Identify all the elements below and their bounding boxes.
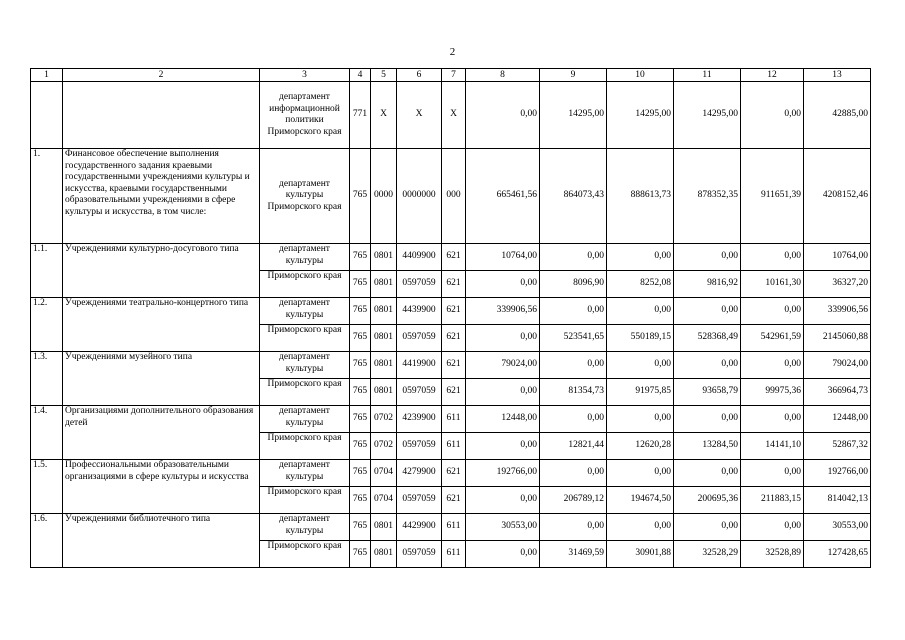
- value-cell: 12620,28: [607, 433, 674, 460]
- header-cell: 6: [397, 69, 442, 82]
- value-cell: 0,00: [741, 514, 804, 541]
- code-cell: Х: [371, 82, 397, 149]
- value-cell: 0,00: [674, 460, 741, 487]
- code-cell: Х: [442, 82, 466, 149]
- code-cell: 0597059: [397, 541, 442, 568]
- value-cell: 0,00: [674, 244, 741, 271]
- value-cell: 194674,50: [607, 487, 674, 514]
- code-cell: 0597059: [397, 325, 442, 352]
- value-cell: 0,00: [607, 460, 674, 487]
- code-cell: 4439900: [397, 298, 442, 325]
- value-cell: 665461,56: [466, 149, 540, 244]
- item-number-cell: [31, 82, 63, 149]
- responsible-cell: департамент культуры: [260, 298, 350, 325]
- value-cell: 0,00: [607, 406, 674, 433]
- value-cell: 12448,00: [466, 406, 540, 433]
- table-row: [31, 460, 871, 487]
- responsible-cell: Приморского края: [260, 271, 350, 298]
- code-cell: 765: [350, 379, 371, 406]
- value-cell: 911651,39: [741, 149, 804, 244]
- responsible-cell: департамент информационной политики Приморского края: [260, 82, 350, 149]
- item-name-cell: Учреждениями музейного типа: [63, 352, 260, 406]
- code-cell: 0702: [371, 433, 397, 460]
- code-cell: 765: [350, 514, 371, 541]
- value-cell: 0,00: [607, 244, 674, 271]
- code-cell: 621: [442, 379, 466, 406]
- value-cell: 79024,00: [466, 352, 540, 379]
- code-cell: 0597059: [397, 433, 442, 460]
- items-body: [31, 244, 871, 568]
- value-cell: 206789,12: [540, 487, 607, 514]
- value-cell: 4208152,46: [804, 149, 871, 244]
- code-cell: 621: [442, 352, 466, 379]
- item-name-cell: Учреждениями культурно-досугового типа: [63, 244, 260, 298]
- value-cell: 366964,73: [804, 379, 871, 406]
- code-cell: 0704: [371, 460, 397, 487]
- header-cell: 2: [63, 69, 260, 82]
- value-cell: 0,00: [607, 298, 674, 325]
- value-cell: 30901,88: [607, 541, 674, 568]
- value-cell: 42885,00: [804, 82, 871, 149]
- value-cell: 0,00: [466, 487, 540, 514]
- header-cell: 9: [540, 69, 607, 82]
- code-cell: 4409900: [397, 244, 442, 271]
- code-cell: 4239900: [397, 406, 442, 433]
- value-cell: 79024,00: [804, 352, 871, 379]
- value-cell: 550189,15: [607, 325, 674, 352]
- code-cell: 765: [350, 352, 371, 379]
- value-cell: 127428,65: [804, 541, 871, 568]
- value-cell: 30553,00: [466, 514, 540, 541]
- code-cell: 621: [442, 325, 466, 352]
- responsible-cell: департамент культуры: [260, 244, 350, 271]
- item-name-cell: Организациями дополнительного образования детей: [63, 406, 260, 460]
- code-cell: 0801: [371, 325, 397, 352]
- value-cell: 30553,00: [804, 514, 871, 541]
- value-cell: 12448,00: [804, 406, 871, 433]
- value-cell: 523541,65: [540, 325, 607, 352]
- value-cell: 339906,56: [804, 298, 871, 325]
- value-cell: 8096,90: [540, 271, 607, 298]
- value-cell: 878352,35: [674, 149, 741, 244]
- value-cell: 0,00: [607, 352, 674, 379]
- budget-table: [30, 68, 871, 568]
- value-cell: 0,00: [540, 352, 607, 379]
- code-cell: 771: [350, 82, 371, 149]
- value-cell: 32528,89: [741, 541, 804, 568]
- table-row: [31, 149, 871, 244]
- value-cell: 0,00: [466, 271, 540, 298]
- value-cell: 14295,00: [540, 82, 607, 149]
- value-cell: 0,00: [540, 406, 607, 433]
- item-number-cell: 1.1.: [31, 244, 63, 298]
- code-cell: 000: [442, 149, 466, 244]
- value-cell: 0,00: [466, 379, 540, 406]
- item-number-cell: 1.2.: [31, 298, 63, 352]
- code-cell: 621: [442, 298, 466, 325]
- code-cell: 621: [442, 487, 466, 514]
- value-cell: 93658,79: [674, 379, 741, 406]
- value-cell: 10764,00: [466, 244, 540, 271]
- header-cell: 8: [466, 69, 540, 82]
- header-cell: 13: [804, 69, 871, 82]
- value-cell: 81354,73: [540, 379, 607, 406]
- item-number-cell: 1.6.: [31, 514, 63, 568]
- value-cell: 14295,00: [674, 82, 741, 149]
- code-cell: 611: [442, 541, 466, 568]
- code-cell: 765: [350, 271, 371, 298]
- table-row: [31, 352, 871, 379]
- item-number-cell: 1.: [31, 149, 63, 244]
- value-cell: 14141,10: [741, 433, 804, 460]
- value-cell: 12821,44: [540, 433, 607, 460]
- value-cell: 814042,13: [804, 487, 871, 514]
- responsible-cell: Приморского края: [260, 487, 350, 514]
- code-cell: 4419900: [397, 352, 442, 379]
- table-row: [31, 244, 871, 271]
- responsible-cell: Приморского края: [260, 541, 350, 568]
- code-cell: 0597059: [397, 271, 442, 298]
- value-cell: 0,00: [741, 352, 804, 379]
- value-cell: 0,00: [674, 298, 741, 325]
- item-name-cell: Учреждениями библиотечного типа: [63, 514, 260, 568]
- code-cell: 4429900: [397, 514, 442, 541]
- code-cell: 0801: [371, 352, 397, 379]
- value-cell: 0,00: [607, 514, 674, 541]
- value-cell: 864073,43: [540, 149, 607, 244]
- value-cell: 0,00: [540, 244, 607, 271]
- table-row: [31, 514, 871, 541]
- item-number-cell: 1.5.: [31, 460, 63, 514]
- item-name-cell: Финансовое обеспечение выполнения государственного задания краевыми государственными учреждениями культуры и искусства, краевыми государственными образовательными учреждениями в сфере культуры и искусства, в том числе:: [63, 149, 260, 244]
- item-name-cell: Учреждениями театрально-концертного типа: [63, 298, 260, 352]
- responsible-cell: департамент культуры: [260, 460, 350, 487]
- code-cell: 611: [442, 514, 466, 541]
- header-cell: 7: [442, 69, 466, 82]
- header-row: [31, 69, 871, 82]
- value-cell: 0,00: [466, 541, 540, 568]
- value-cell: 200695,36: [674, 487, 741, 514]
- value-cell: 9816,92: [674, 271, 741, 298]
- value-cell: 339906,56: [466, 298, 540, 325]
- code-cell: 0801: [371, 244, 397, 271]
- code-cell: 0801: [371, 298, 397, 325]
- value-cell: 0,00: [466, 325, 540, 352]
- code-cell: 765: [350, 149, 371, 244]
- item-number-cell: 1.4.: [31, 406, 63, 460]
- code-cell: 765: [350, 541, 371, 568]
- value-cell: 99975,36: [741, 379, 804, 406]
- code-cell: 765: [350, 298, 371, 325]
- value-cell: 8252,08: [607, 271, 674, 298]
- code-cell: 765: [350, 244, 371, 271]
- code-cell: 0801: [371, 514, 397, 541]
- code-cell: 611: [442, 406, 466, 433]
- code-cell: 0801: [371, 271, 397, 298]
- code-cell: 621: [442, 271, 466, 298]
- code-cell: 4279900: [397, 460, 442, 487]
- item-number-cell: 1.3.: [31, 352, 63, 406]
- value-cell: 2145060,88: [804, 325, 871, 352]
- code-cell: 765: [350, 460, 371, 487]
- table-row: [31, 298, 871, 325]
- item-name-cell: [63, 82, 260, 149]
- code-cell: 0702: [371, 406, 397, 433]
- value-cell: 0,00: [741, 244, 804, 271]
- value-cell: 14295,00: [607, 82, 674, 149]
- value-cell: 528368,49: [674, 325, 741, 352]
- responsible-cell: департамент культуры Приморского края: [260, 149, 350, 244]
- value-cell: 0,00: [466, 82, 540, 149]
- code-cell: 0704: [371, 487, 397, 514]
- responsible-cell: Приморского края: [260, 433, 350, 460]
- value-cell: 0,00: [674, 352, 741, 379]
- value-cell: 192766,00: [466, 460, 540, 487]
- value-cell: 0,00: [466, 433, 540, 460]
- value-cell: 10161,30: [741, 271, 804, 298]
- code-cell: 765: [350, 433, 371, 460]
- code-cell: 0801: [371, 541, 397, 568]
- code-cell: 621: [442, 460, 466, 487]
- header-cell: 10: [607, 69, 674, 82]
- responsible-cell: департамент культуры: [260, 514, 350, 541]
- code-cell: Х: [397, 82, 442, 149]
- code-cell: 621: [442, 244, 466, 271]
- responsible-cell: департамент культуры: [260, 406, 350, 433]
- value-cell: 0,00: [540, 460, 607, 487]
- header-cell: 1: [31, 69, 63, 82]
- header-cell: 12: [741, 69, 804, 82]
- value-cell: 31469,59: [540, 541, 607, 568]
- code-cell: 611: [442, 433, 466, 460]
- value-cell: 0,00: [674, 406, 741, 433]
- responsible-cell: Приморского края: [260, 325, 350, 352]
- value-cell: 211883,15: [741, 487, 804, 514]
- value-cell: 52867,32: [804, 433, 871, 460]
- code-cell: 765: [350, 406, 371, 433]
- table-row: [31, 406, 871, 433]
- value-cell: 0,00: [741, 406, 804, 433]
- value-cell: 13284,50: [674, 433, 741, 460]
- item-name-cell: Профессиональными образовательными организациями в сфере культуры и искусства: [63, 460, 260, 514]
- value-cell: 0,00: [540, 298, 607, 325]
- code-cell: 0597059: [397, 487, 442, 514]
- header-cell: 5: [371, 69, 397, 82]
- value-cell: 0,00: [741, 460, 804, 487]
- value-cell: 888613,73: [607, 149, 674, 244]
- value-cell: 0,00: [540, 514, 607, 541]
- header-cell: 4: [350, 69, 371, 82]
- table-row: [31, 82, 871, 149]
- header-cell: 11: [674, 69, 741, 82]
- value-cell: 32528,29: [674, 541, 741, 568]
- responsible-cell: департамент культуры: [260, 352, 350, 379]
- code-cell: 0801: [371, 379, 397, 406]
- value-cell: 10764,00: [804, 244, 871, 271]
- code-cell: 0000000: [397, 149, 442, 244]
- code-cell: 0000: [371, 149, 397, 244]
- code-cell: 0597059: [397, 379, 442, 406]
- value-cell: 36327,20: [804, 271, 871, 298]
- value-cell: 542961,59: [741, 325, 804, 352]
- value-cell: 0,00: [674, 514, 741, 541]
- value-cell: 192766,00: [804, 460, 871, 487]
- responsible-cell: Приморского края: [260, 379, 350, 406]
- value-cell: 0,00: [741, 298, 804, 325]
- value-cell: 91975,85: [607, 379, 674, 406]
- value-cell: 0,00: [741, 82, 804, 149]
- code-cell: 765: [350, 325, 371, 352]
- page-number: 2: [449, 46, 456, 58]
- code-cell: 765: [350, 487, 371, 514]
- header-cell: 3: [260, 69, 350, 82]
